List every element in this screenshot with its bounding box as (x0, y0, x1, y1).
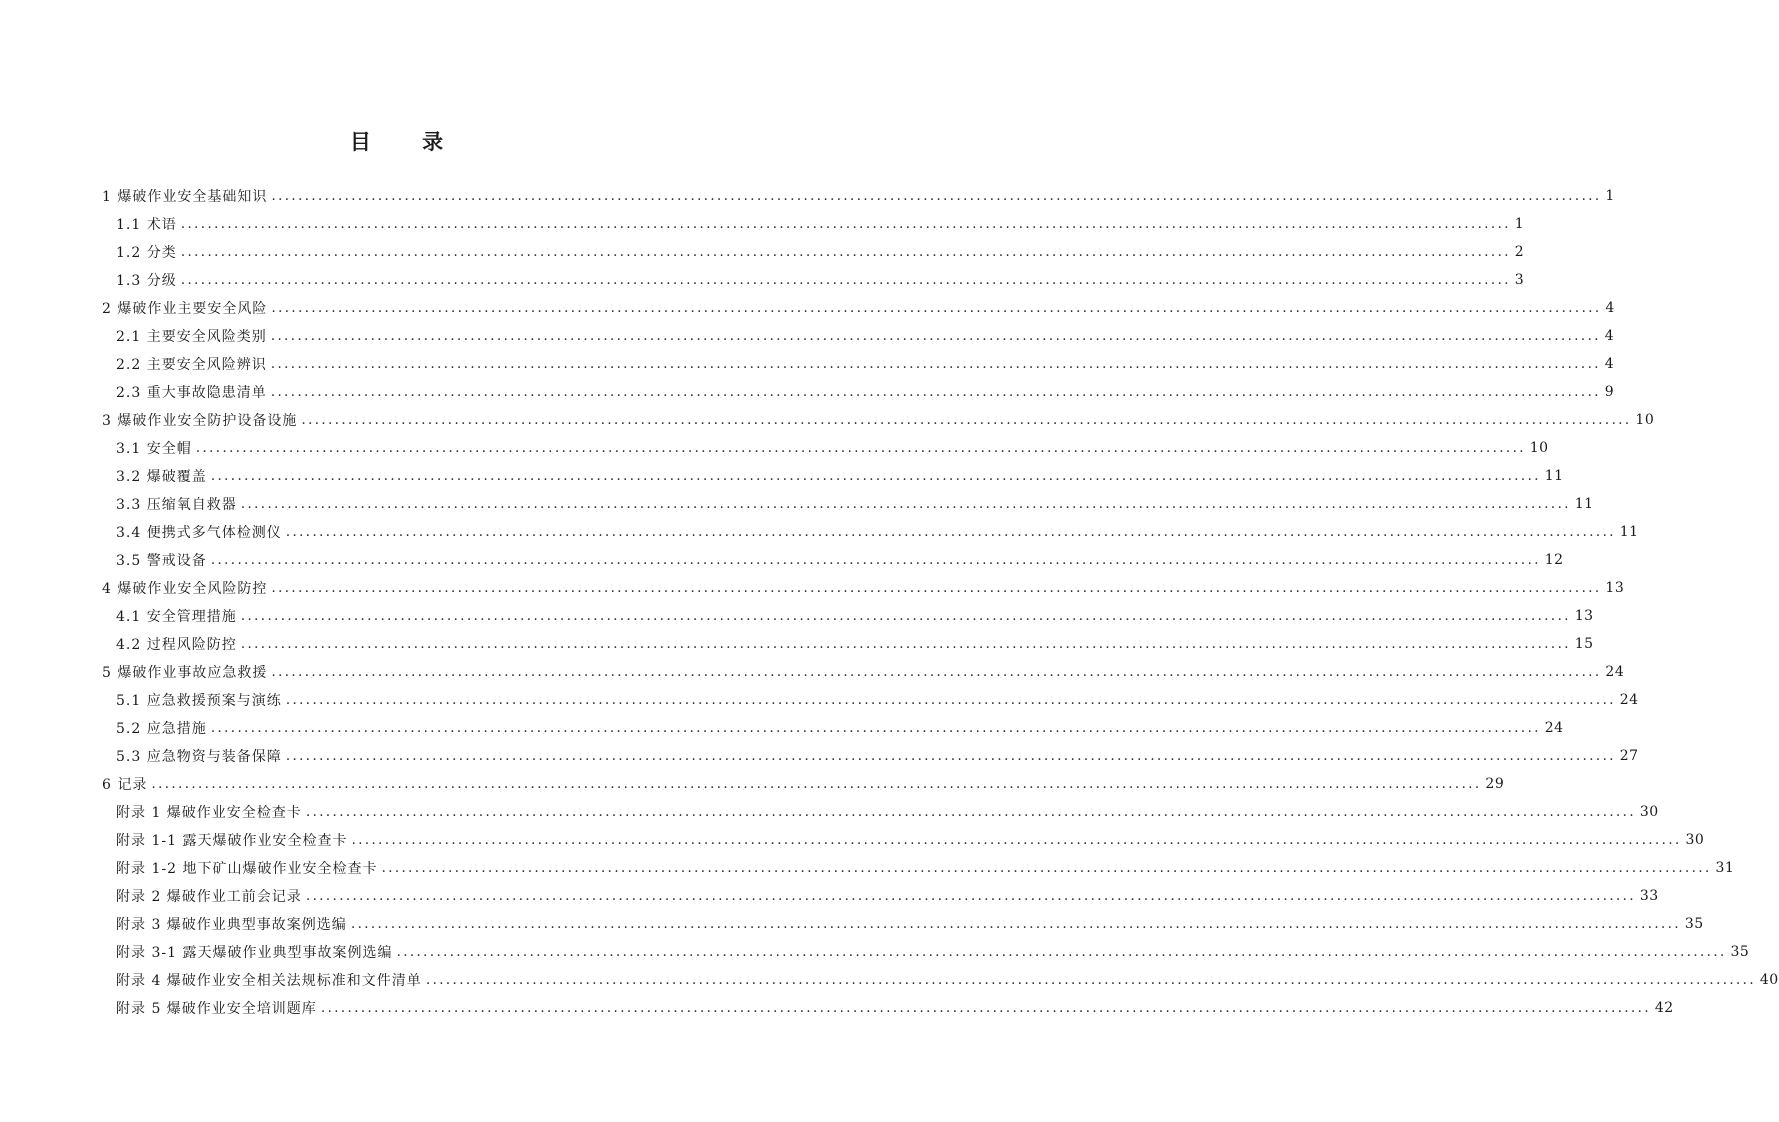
toc-entry-label: 6 记录 (102, 777, 148, 793)
toc-dot-leader: ........................................................................................................................................................................................................ (270, 356, 1601, 372)
toc-entry-label: 4 爆破作业安全风险防控 (102, 581, 268, 597)
toc-chapter-entry[interactable] (0, 574, 1625, 602)
toc-dot-leader: ........................................................................................................................................................................................................ (240, 496, 1571, 512)
toc-section-entry[interactable] (0, 546, 1564, 574)
toc-page-number: 24 (1619, 692, 1639, 708)
toc-section-entry[interactable] (0, 742, 1639, 770)
toc-page-number: 11 (1544, 468, 1564, 484)
toc-dot-leader: ........................................................................................................................................................................................................ (320, 1000, 1651, 1016)
toc-dot-leader: ........................................................................................................................................................................................................ (210, 552, 1541, 568)
toc-section-entry[interactable] (0, 378, 1615, 406)
toc-dot-leader: ........................................................................................................................................................................................................ (195, 440, 1526, 456)
toc-entry-label: 2.1 主要安全风险类别 (116, 329, 267, 345)
toc-page-number: 15 (1574, 636, 1594, 652)
toc-appendix-entry[interactable] (0, 994, 1674, 1022)
toc-page-number: 31 (1715, 860, 1735, 876)
toc-section-entry[interactable] (0, 518, 1639, 546)
toc-dot-leader: ........................................................................................................................................................................................................ (351, 832, 1682, 848)
toc-entry-label: 2.3 重大事故隐患清单 (116, 385, 267, 401)
toc-page-number: 35 (1730, 944, 1750, 960)
toc-page-number: 42 (1654, 1000, 1674, 1016)
toc-page-number: 4 (1605, 300, 1615, 316)
toc-entry-label: 附录 1-2 地下矿山爆破作业安全检查卡 (116, 861, 378, 877)
toc-appendix-entry[interactable] (0, 938, 1750, 966)
toc-appendix-entry[interactable] (0, 910, 1704, 938)
page-title: 目 录 (349, 130, 466, 154)
toc-dot-leader: ........................................................................................................................................................................................................ (180, 244, 1511, 260)
toc-dot-leader: ........................................................................................................................................................................................................ (305, 804, 1636, 820)
toc-dot-leader: ........................................................................................................................................................................................................ (285, 524, 1616, 540)
toc-dot-leader: ........................................................................................................................................................................................................ (271, 664, 1602, 680)
toc-chapter-entry[interactable] (0, 406, 1655, 434)
toc-entry-label: 附录 4 爆破作业安全相关法规标准和文件清单 (116, 973, 422, 989)
toc-chapter-entry[interactable] (0, 182, 1615, 210)
toc-section-entry[interactable] (0, 686, 1639, 714)
toc-page-number: 40 (1759, 972, 1779, 988)
toc-page-number: 10 (1635, 412, 1655, 428)
toc-page-number: 11 (1619, 524, 1639, 540)
toc-page-number: 1 (1605, 188, 1615, 204)
toc-dot-leader: ........................................................................................................................................................................................................ (151, 776, 1482, 792)
toc-page-number: 30 (1639, 804, 1659, 820)
toc-page-number: 30 (1685, 832, 1705, 848)
toc-section-entry[interactable] (0, 434, 1549, 462)
toc-entry-label: 5.1 应急救援预案与演练 (116, 693, 282, 709)
toc-entry-label: 2.2 主要安全风险辨识 (116, 357, 267, 373)
toc-entry-label: 1.1 术语 (116, 217, 177, 233)
toc-page-number: 1 (1514, 216, 1525, 232)
toc-page-number: 10 (1529, 440, 1549, 456)
toc-dot-leader: ........................................................................................................................................................................................................ (180, 216, 1511, 232)
toc-page-number: 27 (1619, 748, 1639, 764)
toc-entry-label: 附录 5 爆破作业安全培训题库 (116, 1001, 317, 1017)
toc-page-number: 12 (1544, 552, 1564, 568)
toc-section-entry[interactable] (0, 714, 1564, 742)
toc-section-entry[interactable] (0, 630, 1594, 658)
toc-entry-label: 1.3 分级 (116, 273, 177, 289)
toc-entry-label: 5 爆破作业事故应急救援 (102, 665, 268, 681)
toc-chapter-entry[interactable] (0, 294, 1615, 322)
toc-dot-leader: ........................................................................................................................................................................................................ (210, 720, 1541, 736)
toc-dot-leader: ........................................................................................................................................................................................................ (305, 888, 1636, 904)
toc-dot-leader: ........................................................................................................................................................................................................ (210, 468, 1541, 484)
toc-page-number: 24 (1544, 720, 1564, 736)
toc-dot-leader: ........................................................................................................................................................................................................ (240, 608, 1571, 624)
toc-entry-label: 3.3 压缩氧自救器 (116, 497, 237, 513)
toc-entry-label: 3.4 便携式多气体检测仪 (116, 525, 282, 541)
toc-page-number: 4 (1604, 328, 1615, 344)
toc-section-entry[interactable] (0, 490, 1594, 518)
toc-section-entry[interactable] (0, 350, 1615, 378)
toc-entry-label: 3.2 爆破覆盖 (116, 469, 207, 485)
toc-section-entry[interactable] (0, 210, 1525, 238)
toc-dot-leader: ........................................................................................................................................................................................................ (180, 272, 1511, 288)
toc-entry-label: 5.2 应急措施 (116, 721, 207, 737)
toc-dot-leader: ........................................................................................................................................................................................................ (271, 580, 1602, 596)
toc-entry-label: 附录 1-1 露天爆破作业安全检查卡 (116, 833, 348, 849)
toc-page-number: 2 (1514, 244, 1525, 260)
toc-page-number: 29 (1485, 776, 1505, 792)
toc-dot-leader: ........................................................................................................................................................................................................ (271, 300, 1602, 316)
toc-page-number: 33 (1639, 888, 1659, 904)
toc-page-number: 11 (1574, 496, 1594, 512)
toc-dot-leader: ........................................................................................................................................................................................................ (270, 384, 1601, 400)
toc-dot-leader: ........................................................................................................................................................................................................ (271, 188, 1602, 204)
toc-entry-label: 附录 3 爆破作业典型事故案例选编 (116, 917, 347, 933)
toc-dot-leader: ........................................................................................................................................................................................................ (301, 412, 1632, 428)
toc-entry-label: 2 爆破作业主要安全风险 (102, 301, 268, 317)
toc-dot-leader: ........................................................................................................................................................................................................ (285, 692, 1616, 708)
toc-page-number: 24 (1605, 664, 1625, 680)
toc-appendix-entry[interactable] (0, 966, 1779, 994)
toc-dot-leader: ........................................................................................................................................................................................................ (350, 916, 1681, 932)
toc-appendix-entry[interactable] (0, 882, 1659, 910)
toc-page-number: 13 (1605, 580, 1625, 596)
toc-entry-label: 附录 1 爆破作业安全检查卡 (116, 805, 302, 821)
toc-entry-label: 5.3 应急物资与装备保障 (116, 749, 282, 765)
toc-page-number: 35 (1684, 916, 1704, 932)
toc-section-entry[interactable] (0, 238, 1525, 266)
toc-entry-label: 1.2 分类 (116, 245, 177, 261)
toc-entry-label: 附录 2 爆破作业工前会记录 (116, 889, 302, 905)
toc-entry-label: 3.5 警戒设备 (116, 553, 207, 569)
toc-page-number: 4 (1604, 356, 1615, 372)
toc-section-entry[interactable] (0, 266, 1525, 294)
toc-chapter-entry[interactable] (0, 658, 1625, 686)
toc-dot-leader: ........................................................................................................................................................................................................ (425, 972, 1756, 988)
toc-section-entry[interactable] (0, 602, 1594, 630)
toc-section-entry[interactable] (0, 462, 1564, 490)
toc-chapter-entry[interactable] (0, 770, 1505, 798)
toc-entry-label: 4.2 过程风险防控 (116, 637, 237, 653)
toc-dot-leader: ........................................................................................................................................................................................................ (270, 328, 1601, 344)
toc-dot-leader: ........................................................................................................................................................................................................ (240, 636, 1571, 652)
toc-appendix-entry[interactable] (0, 798, 1659, 826)
toc-entry-label: 3.1 安全帽 (116, 441, 192, 457)
toc-entry-label: 3 爆破作业安全防护设备设施 (102, 413, 298, 429)
toc-page-number: 9 (1604, 384, 1615, 400)
toc-dot-leader: ........................................................................................................................................................................................................ (381, 860, 1712, 876)
toc-entry-label: 4.1 安全管理措施 (116, 609, 237, 625)
toc-dot-leader: ........................................................................................................................................................................................................ (396, 944, 1727, 960)
toc-page-number: 13 (1574, 608, 1594, 624)
toc-dot-leader: ........................................................................................................................................................................................................ (285, 748, 1616, 764)
toc-entry-label: 附录 3-1 露天爆破作业典型事故案例选编 (116, 945, 393, 961)
table-of-contents (0, 182, 1779, 1022)
toc-section-entry[interactable] (0, 322, 1615, 350)
toc-appendix-entry[interactable] (0, 826, 1705, 854)
toc-page-number: 3 (1514, 272, 1525, 288)
toc-appendix-entry[interactable] (0, 854, 1735, 882)
toc-entry-label: 1 爆破作业安全基础知识 (102, 189, 268, 205)
